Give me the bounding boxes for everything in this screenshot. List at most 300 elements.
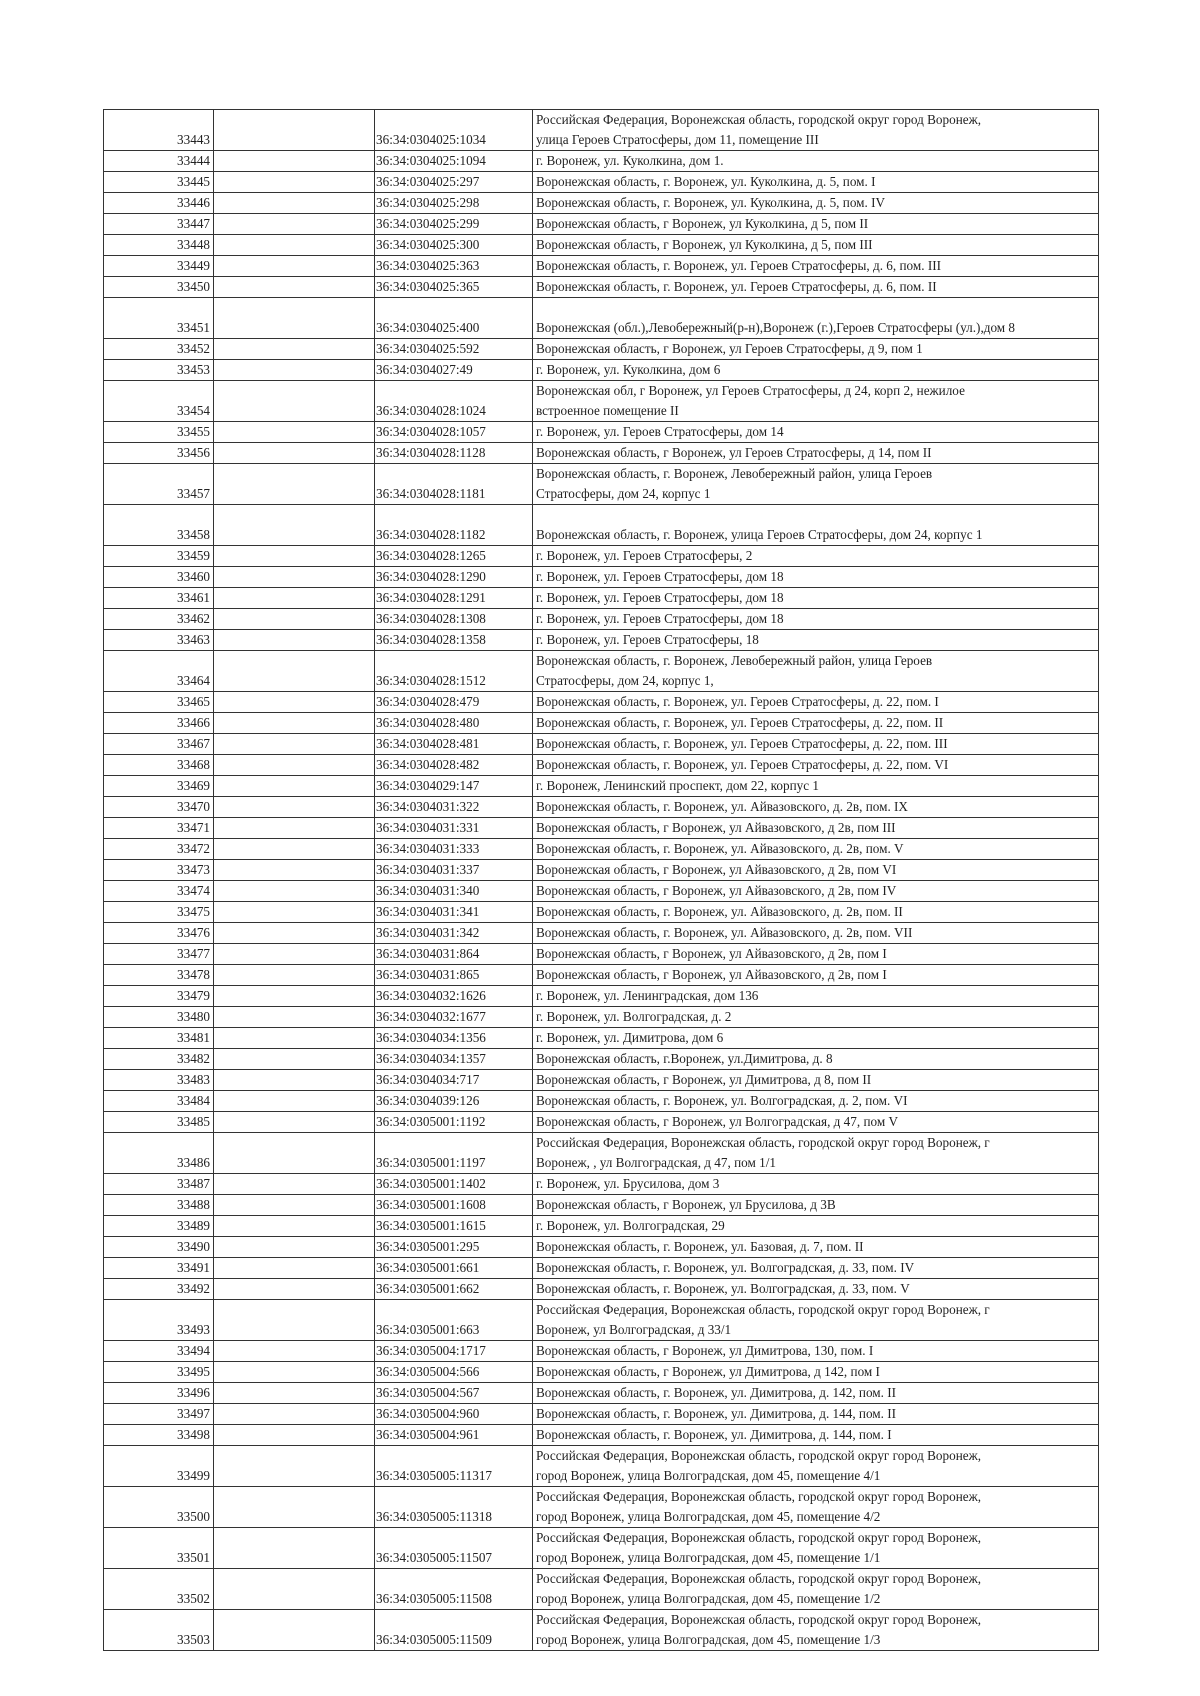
record-number-cell: 33468 bbox=[104, 755, 214, 776]
address-cell bbox=[533, 505, 1099, 546]
table-row bbox=[104, 1007, 1099, 1028]
address-cell bbox=[533, 1195, 1099, 1216]
table-row bbox=[104, 505, 1099, 546]
empty-cell bbox=[214, 1569, 375, 1610]
empty-cell bbox=[214, 1216, 375, 1237]
cadastral-number-cell: 36:34:0305005:11507 bbox=[375, 1528, 533, 1569]
address-cell bbox=[533, 1487, 1099, 1528]
cadastral-number-cell: 36:34:0304032:1677 bbox=[375, 1007, 533, 1028]
cadastral-number-cell: 36:34:0305004:567 bbox=[375, 1383, 533, 1404]
empty-cell bbox=[214, 881, 375, 902]
address-line: г. Воронеж, ул. Ленинградская, дом 136 bbox=[536, 988, 759, 1003]
address-line: г. Воронеж, ул. Волгоградская, д. 2 bbox=[536, 1009, 732, 1024]
record-number-cell: 33454 bbox=[104, 381, 214, 422]
address-line: Российская Федерация, Воронежская область, городской округ город Воронеж, bbox=[536, 1530, 982, 1545]
table-row bbox=[104, 381, 1099, 422]
empty-cell bbox=[214, 1341, 375, 1362]
address-cell bbox=[533, 464, 1099, 505]
table-row bbox=[104, 1300, 1099, 1341]
address-cell bbox=[533, 1362, 1099, 1383]
empty-cell bbox=[214, 1404, 375, 1425]
empty-cell bbox=[214, 902, 375, 923]
address-cell bbox=[533, 986, 1099, 1007]
record-number-cell: 33497 bbox=[104, 1404, 214, 1425]
empty-cell bbox=[214, 860, 375, 881]
address-cell bbox=[533, 692, 1099, 713]
table-row bbox=[104, 713, 1099, 734]
address-line: г. Воронеж, ул. Волгоградская, 29 bbox=[536, 1218, 725, 1233]
cadastral-number-cell: 36:34:0305004:961 bbox=[375, 1425, 533, 1446]
address-cell bbox=[533, 214, 1099, 235]
cadastral-number-cell: 36:34:0305001:1615 bbox=[375, 1216, 533, 1237]
empty-cell bbox=[214, 734, 375, 755]
empty-cell bbox=[214, 1528, 375, 1569]
address-cell bbox=[533, 277, 1099, 298]
address-cell bbox=[533, 1070, 1099, 1091]
address-line: Российская Федерация, Воронежская область, городской округ город Воронеж, bbox=[536, 1448, 982, 1463]
address-line: Воронежская область, г Воронеж, ул Айвазовского, д 2в, пом I bbox=[536, 967, 887, 982]
cadastral-number-cell: 36:34:0305001:1402 bbox=[375, 1174, 533, 1195]
table-row bbox=[104, 839, 1099, 860]
address-cell bbox=[533, 1258, 1099, 1279]
address-line: Российская Федерация, Воронежская область, городской округ город Воронеж, bbox=[536, 1489, 982, 1504]
cadastral-number-cell: 36:34:0304025:300 bbox=[375, 235, 533, 256]
empty-cell bbox=[214, 546, 375, 567]
address-line: Воронеж, ул Волгоградская, д 33/1 bbox=[536, 1322, 732, 1337]
address-line: Воронежская область, г Воронеж, ул Айвазовского, д 2в, пом IV bbox=[536, 883, 897, 898]
table-row bbox=[104, 986, 1099, 1007]
empty-cell bbox=[214, 1091, 375, 1112]
record-number-cell: 33444 bbox=[104, 151, 214, 172]
empty-cell bbox=[214, 381, 375, 422]
cadastral-number-cell: 36:34:0304028:1265 bbox=[375, 546, 533, 567]
record-number-cell: 33446 bbox=[104, 193, 214, 214]
address-cell bbox=[533, 860, 1099, 881]
empty-cell bbox=[214, 1362, 375, 1383]
address-line: Воронежская область, г Воронеж, ул Айвазовского, д 2в, пом VI bbox=[536, 862, 897, 877]
empty-cell bbox=[214, 1237, 375, 1258]
address-line: Воронежская область, г Воронеж, ул Героев Стратосферы, д 14, пом II bbox=[536, 445, 932, 460]
record-number-cell: 33501 bbox=[104, 1528, 214, 1569]
cadastral-number-cell: 36:34:0304031:341 bbox=[375, 902, 533, 923]
table-row bbox=[104, 193, 1099, 214]
record-number-cell: 33458 bbox=[104, 505, 214, 546]
empty-cell bbox=[214, 839, 375, 860]
address-cell bbox=[533, 1028, 1099, 1049]
empty-cell bbox=[214, 1610, 375, 1651]
table-row bbox=[104, 1446, 1099, 1487]
cadastral-number-cell: 36:34:0304028:1181 bbox=[375, 464, 533, 505]
cadastral-number-cell: 36:34:0305001:1192 bbox=[375, 1112, 533, 1133]
table-row bbox=[104, 776, 1099, 797]
cadastral-number-cell: 36:34:0304029:147 bbox=[375, 776, 533, 797]
address-cell bbox=[533, 651, 1099, 692]
table-row bbox=[104, 734, 1099, 755]
address-line: г. Воронеж, ул. Героев Стратосферы, дом 18 bbox=[536, 590, 784, 605]
address-cell bbox=[533, 797, 1099, 818]
address-line: Воронежская область, г Воронеж, ул Айвазовского, д 2в, пом I bbox=[536, 946, 887, 961]
record-number-cell: 33489 bbox=[104, 1216, 214, 1237]
record-number-cell: 33465 bbox=[104, 692, 214, 713]
empty-cell bbox=[214, 818, 375, 839]
record-number-cell: 33456 bbox=[104, 443, 214, 464]
cadastral-number-cell: 36:34:0304034:1356 bbox=[375, 1028, 533, 1049]
record-number-cell: 33482 bbox=[104, 1049, 214, 1070]
record-number-cell: 33484 bbox=[104, 1091, 214, 1112]
empty-cell bbox=[214, 505, 375, 546]
empty-cell bbox=[214, 360, 375, 381]
cadastral-number-cell: 36:34:0305001:663 bbox=[375, 1300, 533, 1341]
empty-cell bbox=[214, 609, 375, 630]
address-cell bbox=[533, 1091, 1099, 1112]
address-line: город Воронеж, улица Волгоградская, дом 45, помещение 4/2 bbox=[536, 1509, 881, 1524]
cadastral-number-cell: 36:34:0304025:592 bbox=[375, 339, 533, 360]
empty-cell bbox=[214, 422, 375, 443]
table-row bbox=[104, 1112, 1099, 1133]
record-number-cell: 33471 bbox=[104, 818, 214, 839]
address-line: Воронежская область, г. Воронеж, ул. Димитрова, д. 144, пом. I bbox=[536, 1427, 892, 1442]
address-line: г. Воронеж, ул. Героев Стратосферы, 18 bbox=[536, 632, 759, 647]
empty-cell bbox=[214, 443, 375, 464]
table-row bbox=[104, 1174, 1099, 1195]
record-number-cell: 33473 bbox=[104, 860, 214, 881]
address-cell bbox=[533, 1528, 1099, 1569]
record-number-cell: 33493 bbox=[104, 1300, 214, 1341]
address-line: Стратосферы, дом 24, корпус 1 bbox=[536, 486, 711, 501]
table-row bbox=[104, 1049, 1099, 1070]
cadastral-number-cell: 36:34:0304028:1182 bbox=[375, 505, 533, 546]
empty-cell bbox=[214, 986, 375, 1007]
empty-cell bbox=[214, 1195, 375, 1216]
cadastral-number-cell: 36:34:0304031:337 bbox=[375, 860, 533, 881]
table-row bbox=[104, 1070, 1099, 1091]
address-line: г. Воронеж, ул. Куколкина, дом 1. bbox=[536, 153, 724, 168]
address-cell bbox=[533, 1049, 1099, 1070]
record-number-cell: 33494 bbox=[104, 1341, 214, 1362]
table-row bbox=[104, 443, 1099, 464]
record-number-cell: 33457 bbox=[104, 464, 214, 505]
address-line: Воронежская область, г. Воронеж, Левобережный район, улица Героев bbox=[536, 466, 933, 481]
table-row bbox=[104, 1610, 1099, 1651]
address-line: Воронежская область, г. Воронеж, ул. Героев Стратосферы, д. 22, пом. III bbox=[536, 736, 948, 751]
address-line: Российская Федерация, Воронежская область, городской округ город Воронеж, г bbox=[536, 1302, 990, 1317]
address-cell bbox=[533, 151, 1099, 172]
cadastral-number-cell: 36:34:0304034:1357 bbox=[375, 1049, 533, 1070]
address-line: Воронежская область, г. Воронеж, улица Героев Стратосферы, дом 24, корпус 1 bbox=[536, 527, 983, 542]
record-number-cell: 33466 bbox=[104, 713, 214, 734]
empty-cell bbox=[214, 110, 375, 151]
cadastral-number-cell: 36:34:0304028:479 bbox=[375, 692, 533, 713]
table-row bbox=[104, 235, 1099, 256]
cadastral-number-cell: 36:34:0304025:297 bbox=[375, 172, 533, 193]
cadastral-number-cell: 36:34:0304028:1308 bbox=[375, 609, 533, 630]
address-line: Российская Федерация, Воронежская область, городской округ город Воронеж, bbox=[536, 1571, 982, 1586]
table-row bbox=[104, 1279, 1099, 1300]
address-line: Воронежская область, г. Воронеж, ул. Героев Стратосферы, д. 22, пом. I bbox=[536, 694, 939, 709]
cadastral-number-cell: 36:34:0304028:482 bbox=[375, 755, 533, 776]
address-line: Воронежская область, г. Воронеж, ул. Димитрова, д. 142, пом. II bbox=[536, 1385, 897, 1400]
table-row bbox=[104, 422, 1099, 443]
empty-cell bbox=[214, 1258, 375, 1279]
table-row bbox=[104, 818, 1099, 839]
empty-cell bbox=[214, 1446, 375, 1487]
table-row bbox=[104, 567, 1099, 588]
table-row bbox=[104, 1341, 1099, 1362]
address-line: Воронежская обл, г Воронеж, ул Героев Стратосферы, д 24, корп 2, нежилое bbox=[536, 383, 965, 398]
empty-cell bbox=[214, 588, 375, 609]
record-number-cell: 33496 bbox=[104, 1383, 214, 1404]
cadastral-number-cell: 36:34:0304039:126 bbox=[375, 1091, 533, 1112]
table-row bbox=[104, 881, 1099, 902]
address-line bbox=[536, 298, 1096, 318]
cadastral-number-cell: 36:34:0305001:662 bbox=[375, 1279, 533, 1300]
empty-cell bbox=[214, 172, 375, 193]
cadastral-number-cell: 36:34:0305005:11317 bbox=[375, 1446, 533, 1487]
address-cell bbox=[533, 1112, 1099, 1133]
cadastral-number-cell: 36:34:0304028:481 bbox=[375, 734, 533, 755]
cadastral-number-cell: 36:34:0304025:299 bbox=[375, 214, 533, 235]
address-line: улица Героев Стратосферы, дом 11, помещение III bbox=[536, 132, 819, 147]
address-cell bbox=[533, 1610, 1099, 1651]
table-row bbox=[104, 110, 1099, 151]
empty-cell bbox=[214, 1279, 375, 1300]
record-number-cell: 33490 bbox=[104, 1237, 214, 1258]
empty-cell bbox=[214, 965, 375, 986]
address-cell bbox=[533, 713, 1099, 734]
cadastral-number-cell: 36:34:0304031:331 bbox=[375, 818, 533, 839]
cadastral-number-cell: 36:34:0304032:1626 bbox=[375, 986, 533, 1007]
record-number-cell: 33488 bbox=[104, 1195, 214, 1216]
address-cell bbox=[533, 818, 1099, 839]
cadastral-number-cell: 36:34:0304028:480 bbox=[375, 713, 533, 734]
record-number-cell: 33472 bbox=[104, 839, 214, 860]
address-line: встроенное помещение II bbox=[536, 403, 679, 418]
empty-cell bbox=[214, 235, 375, 256]
address-cell bbox=[533, 902, 1099, 923]
record-number-cell: 33495 bbox=[104, 1362, 214, 1383]
cadastral-number-cell: 36:34:0304028:1024 bbox=[375, 381, 533, 422]
table-row bbox=[104, 1028, 1099, 1049]
empty-cell bbox=[214, 692, 375, 713]
address-line: г. Воронеж, Ленинский проспект, дом 22, корпус 1 bbox=[536, 778, 819, 793]
record-number-cell: 33462 bbox=[104, 609, 214, 630]
empty-cell bbox=[214, 1112, 375, 1133]
record-number-cell: 33487 bbox=[104, 1174, 214, 1195]
table-row bbox=[104, 1487, 1099, 1528]
address-line: Воронежская область, г.Воронеж, ул.Димитрова, д. 8 bbox=[536, 1051, 833, 1066]
record-number-cell: 33449 bbox=[104, 256, 214, 277]
address-cell bbox=[533, 360, 1099, 381]
address-line: г. Воронеж, ул. Героев Стратосферы, дом 18 bbox=[536, 569, 784, 584]
cadastral-number-cell: 36:34:0304025:1034 bbox=[375, 110, 533, 151]
table-row bbox=[104, 1569, 1099, 1610]
table-row bbox=[104, 1383, 1099, 1404]
address-cell bbox=[533, 546, 1099, 567]
address-line: г. Воронеж, ул. Героев Стратосферы, 2 bbox=[536, 548, 753, 563]
table-row bbox=[104, 1404, 1099, 1425]
address-line: Воронежская (обл.),Левобережный(р-н),Воронеж (г.),Героев Стратосферы (ул.),дом 8 bbox=[536, 320, 1016, 335]
address-line: Воронежская область, г. Воронеж, ул. Айвазовского, д. 2в, пом. II bbox=[536, 904, 903, 919]
empty-cell bbox=[214, 923, 375, 944]
address-line: Воронежская область, г. Воронеж, ул. Куколкина, д. 5, пом. I bbox=[536, 174, 876, 189]
record-number-cell: 33481 bbox=[104, 1028, 214, 1049]
address-cell bbox=[533, 110, 1099, 151]
record-number-cell: 33480 bbox=[104, 1007, 214, 1028]
table-row bbox=[104, 339, 1099, 360]
address-cell bbox=[533, 1216, 1099, 1237]
address-cell bbox=[533, 339, 1099, 360]
address-cell bbox=[533, 381, 1099, 422]
record-number-cell: 33499 bbox=[104, 1446, 214, 1487]
address-line: Воронежская область, г. Воронеж, ул. Базовая, д. 7, пом. II bbox=[536, 1239, 864, 1254]
address-cell bbox=[533, 1007, 1099, 1028]
empty-cell bbox=[214, 298, 375, 339]
table-row bbox=[104, 588, 1099, 609]
empty-cell bbox=[214, 256, 375, 277]
empty-cell bbox=[214, 944, 375, 965]
address-line: Воронежская область, г. Воронеж, ул. Волгоградская, д. 33, пом. V bbox=[536, 1281, 910, 1296]
table-row bbox=[104, 902, 1099, 923]
record-number-cell: 33486 bbox=[104, 1133, 214, 1174]
record-number-cell: 33460 bbox=[104, 567, 214, 588]
record-number-cell: 33475 bbox=[104, 902, 214, 923]
record-number-cell: 33477 bbox=[104, 944, 214, 965]
address-line: Воронежская область, г. Воронеж, ул. Димитрова, д. 144, пом. II bbox=[536, 1406, 897, 1421]
cadastral-number-cell: 36:34:0304028:1512 bbox=[375, 651, 533, 692]
address-line: Воронежская область, г. Воронеж, ул. Айвазовского, д. 2в, пом. IX bbox=[536, 799, 908, 814]
record-number-cell: 33483 bbox=[104, 1070, 214, 1091]
cadastral-number-cell: 36:34:0304028:1128 bbox=[375, 443, 533, 464]
address-cell bbox=[533, 609, 1099, 630]
empty-cell bbox=[214, 755, 375, 776]
address-line: Воронежская область, г Воронеж, ул Димитрова, д 8, пом II bbox=[536, 1072, 872, 1087]
address-cell bbox=[533, 567, 1099, 588]
cadastral-number-cell: 36:34:0305001:661 bbox=[375, 1258, 533, 1279]
table-row bbox=[104, 1195, 1099, 1216]
address-line: Воронежская область, г Воронеж, ул Брусилова, д 3В bbox=[536, 1197, 836, 1212]
record-number-cell: 33461 bbox=[104, 588, 214, 609]
empty-cell bbox=[214, 1133, 375, 1174]
table-row bbox=[104, 298, 1099, 339]
empty-cell bbox=[214, 1049, 375, 1070]
record-number-cell: 33453 bbox=[104, 360, 214, 381]
table-row bbox=[104, 797, 1099, 818]
address-cell bbox=[533, 944, 1099, 965]
address-cell bbox=[533, 588, 1099, 609]
record-number-cell: 33455 bbox=[104, 422, 214, 443]
address-line: Воронежская область, г Воронеж, ул Волгоградская, д 47, пом V bbox=[536, 1114, 899, 1129]
address-line: Стратосферы, дом 24, корпус 1, bbox=[536, 673, 714, 688]
record-number-cell: 33491 bbox=[104, 1258, 214, 1279]
address-cell bbox=[533, 1174, 1099, 1195]
registry-table-body bbox=[104, 110, 1099, 1651]
cadastral-number-cell: 36:34:0305004:1717 bbox=[375, 1341, 533, 1362]
table-row bbox=[104, 692, 1099, 713]
address-line: Воронежская область, г Воронеж, ул Героев Стратосферы, д 9, пом 1 bbox=[536, 341, 923, 356]
empty-cell bbox=[214, 277, 375, 298]
empty-cell bbox=[214, 464, 375, 505]
address-line bbox=[536, 505, 1096, 525]
address-line: город Воронеж, улица Волгоградская, дом 45, помещение 1/3 bbox=[536, 1632, 881, 1647]
address-cell bbox=[533, 923, 1099, 944]
address-line: город Воронеж, улица Волгоградская, дом 45, помещение 1/2 bbox=[536, 1591, 881, 1606]
address-cell bbox=[533, 734, 1099, 755]
address-line: Российская Федерация, Воронежская область, городской округ город Воронеж, г bbox=[536, 1135, 990, 1150]
empty-cell bbox=[214, 193, 375, 214]
table-row bbox=[104, 923, 1099, 944]
address-line: Воронежская область, г. Воронеж, ул. Героев Стратосферы, д. 6, пом. III bbox=[536, 258, 941, 273]
address-cell bbox=[533, 881, 1099, 902]
empty-cell bbox=[214, 651, 375, 692]
address-line: Воронежская область, г. Воронеж, ул. Героев Стратосферы, д. 22, пом. II bbox=[536, 715, 944, 730]
address-line: Воронежская область, г Воронеж, ул Димитрова, 130, пом. I bbox=[536, 1343, 874, 1358]
address-cell bbox=[533, 172, 1099, 193]
address-line: Воронежская область, г Воронеж, ул Куколкина, д 5, пом III bbox=[536, 237, 873, 252]
table-row bbox=[104, 546, 1099, 567]
cadastral-number-cell: 36:34:0305001:1608 bbox=[375, 1195, 533, 1216]
address-line: город Воронеж, улица Волгоградская, дом 45, помещение 1/1 bbox=[536, 1550, 881, 1565]
table-row bbox=[104, 944, 1099, 965]
cadastral-number-cell: 36:34:0304031:322 bbox=[375, 797, 533, 818]
empty-cell bbox=[214, 1007, 375, 1028]
address-cell bbox=[533, 298, 1099, 339]
empty-cell bbox=[214, 1425, 375, 1446]
address-cell bbox=[533, 1133, 1099, 1174]
address-line: Воронежская область, г Воронеж, ул Куколкина, д 5, пом II bbox=[536, 216, 869, 231]
address-line: г. Воронеж, ул. Димитрова, дом 6 bbox=[536, 1030, 724, 1045]
address-cell bbox=[533, 1279, 1099, 1300]
empty-cell bbox=[214, 1028, 375, 1049]
table-row bbox=[104, 214, 1099, 235]
cadastral-number-cell: 36:34:0305001:295 bbox=[375, 1237, 533, 1258]
address-line: Воронежская область, г. Воронеж, ул. Айвазовского, д. 2в, пом. VII bbox=[536, 925, 913, 940]
record-number-cell: 33451 bbox=[104, 298, 214, 339]
record-number-cell: 33485 bbox=[104, 1112, 214, 1133]
record-number-cell: 33476 bbox=[104, 923, 214, 944]
table-row bbox=[104, 277, 1099, 298]
empty-cell bbox=[214, 630, 375, 651]
table-row bbox=[104, 1237, 1099, 1258]
address-cell bbox=[533, 965, 1099, 986]
address-cell bbox=[533, 1341, 1099, 1362]
record-number-cell: 33463 bbox=[104, 630, 214, 651]
address-cell bbox=[533, 235, 1099, 256]
table-row bbox=[104, 464, 1099, 505]
empty-cell bbox=[214, 214, 375, 235]
address-line: Воронежская область, г Воронеж, ул Димитрова, д 142, пом I bbox=[536, 1364, 880, 1379]
cadastral-number-cell: 36:34:0304031:333 bbox=[375, 839, 533, 860]
record-number-cell: 33492 bbox=[104, 1279, 214, 1300]
empty-cell bbox=[214, 1383, 375, 1404]
address-cell bbox=[533, 1383, 1099, 1404]
cadastral-number-cell: 36:34:0304031:865 bbox=[375, 965, 533, 986]
cadastral-number-cell: 36:34:0305001:1197 bbox=[375, 1133, 533, 1174]
cadastral-number-cell: 36:34:0304028:1358 bbox=[375, 630, 533, 651]
table-row bbox=[104, 360, 1099, 381]
record-number-cell: 33498 bbox=[104, 1425, 214, 1446]
empty-cell bbox=[214, 339, 375, 360]
record-number-cell: 33470 bbox=[104, 797, 214, 818]
table-row bbox=[104, 1362, 1099, 1383]
cadastral-number-cell: 36:34:0304025:1094 bbox=[375, 151, 533, 172]
registry-table bbox=[103, 109, 1099, 1651]
cadastral-number-cell: 36:34:0304028:1057 bbox=[375, 422, 533, 443]
address-cell bbox=[533, 755, 1099, 776]
empty-cell bbox=[214, 151, 375, 172]
address-line: Воронежская область, г Воронеж, ул Айвазовского, д 2в, пом III bbox=[536, 820, 896, 835]
address-cell bbox=[533, 630, 1099, 651]
table-row bbox=[104, 755, 1099, 776]
